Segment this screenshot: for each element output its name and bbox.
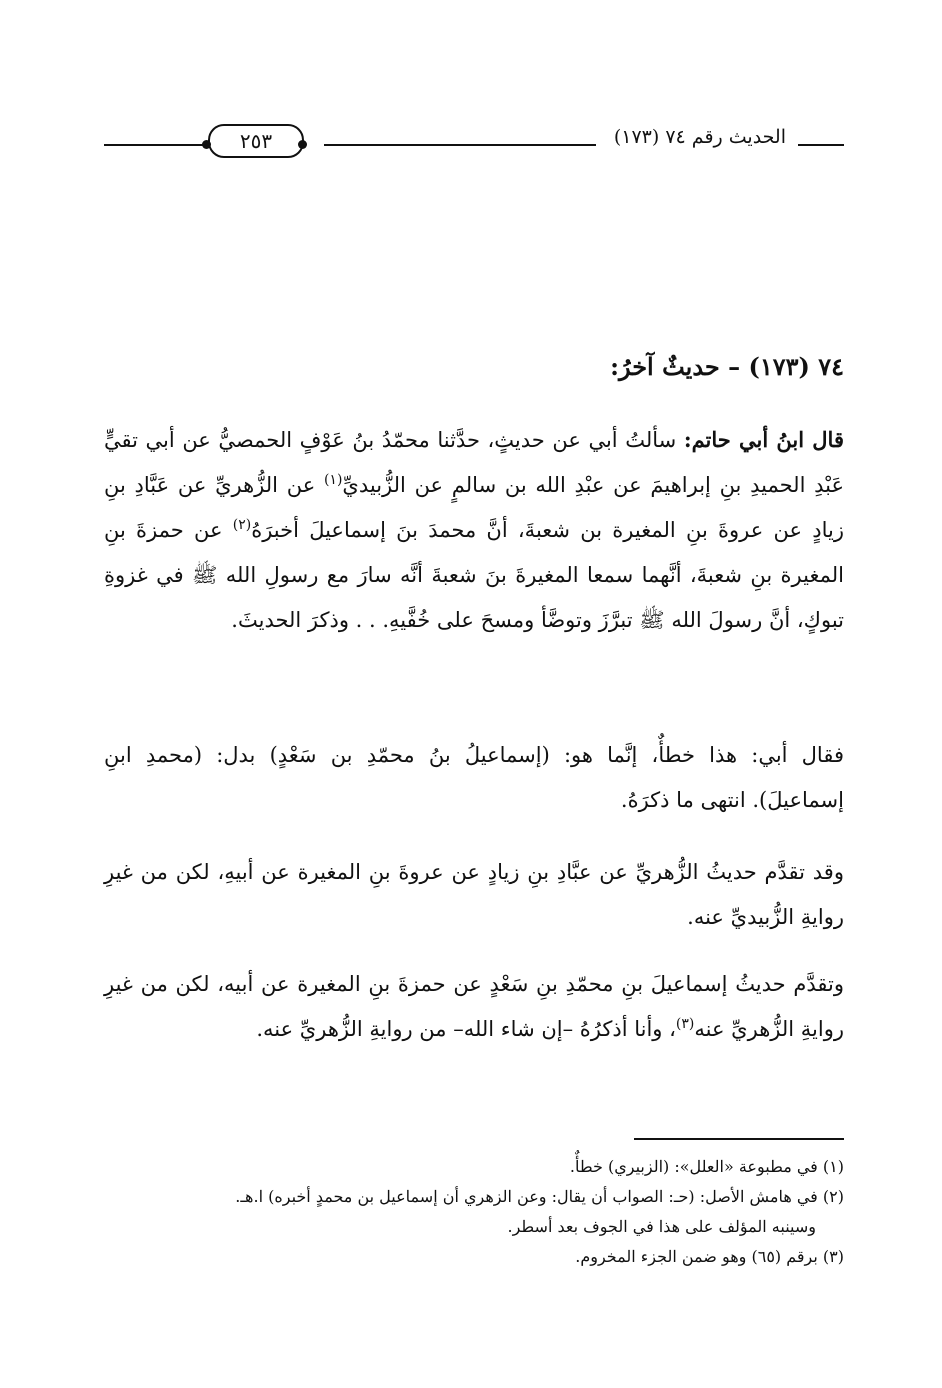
- header-rule-right: [798, 144, 844, 146]
- paragraph-4-text-a: وتقدَّم حديثُ إسماعيلَ بنِ محمّدِ بنِ سَعْدٍ عن حمزةَ بنِ المغيرة عن أبيه، لكن من غيرِ روايةِ الزُّهريِّ عنه: [104, 972, 844, 1041]
- running-header: [104, 118, 844, 168]
- paragraph-2: فقال أبي: هذا خطأٌ، إنَّما هو: (إسماعيلُ بنُ محمّدِ بن سَعْدٍ) بدل: (محمدِ ابنِ إسماعيلَ). انتهى ما ذكرَهُ.: [104, 743, 844, 812]
- hadith-heading: ٧٤ (١٧٣) – حديثٌ آخرُ:: [610, 352, 844, 381]
- paragraph-1-text-b: عن الزُّهريِّ عن عَبَّادِ بنِ زيادٍ عن عروةَ بنِ المغيرة بن شعبةَ، أنَّ محمدَ بنَ إسماعيلَ أخبرَهُ: [104, 473, 844, 542]
- paragraph-3: وقد تقدَّم حديثُ الزُّهريِّ عن عبَّادِ بنِ زيادٍ عن عروةَ بنِ المغيرة عن أبيهِ، لكن من غيرِ روايةِ الزُّبيديِّ عنه.: [104, 860, 844, 929]
- paragraph-4-text-b: ، وأنا أذكرُهُ –إن شاء الله– من روايةِ الزُّهريِّ عنه.: [256, 1017, 676, 1041]
- header-rule-middle: [324, 144, 596, 146]
- footnote-3: (٣) برقم (٦٥) وهو ضمن الجزء المخروم.: [575, 1247, 844, 1266]
- page-number: ٢٥٣: [208, 124, 304, 158]
- footnote-ref-1: (١): [323, 472, 343, 488]
- paragraph-1-text-a: سألتُ أبي عن حديثٍ، حدَّثنا محمّدُ بنُ عَوْفٍ الحمصيُّ عن أبي تقيٍّ عَبْدِ الحميدِ بنِ إبراهيمَ عن عبْدِ الله بن سالمٍ عن الزُّبيديِّ: [104, 428, 844, 497]
- footnote-separator: [634, 1138, 844, 1140]
- footnote-1: (١) في مطبوعة «العلل»: (الزبيري) خطأٌ.: [569, 1157, 844, 1176]
- paragraph-1-lead: قال ابنُ أبي حاتم:: [683, 427, 844, 452]
- footnote-ref-3: (٣): [675, 1016, 695, 1032]
- header-rule-left: [104, 144, 204, 146]
- footnote-2: (٢) في هامش الأصل: (حـ: الصواب أن يقال: وعن الزهري أن إسماعيل بن محمدٍ أخبره) ا.هـ.: [235, 1187, 844, 1206]
- paragraph-4: [104, 962, 844, 1052]
- paragraph-1-text-c: عن حمزةَ بنِ المغيرة بنِ شعبةَ، أنَّهما سمعا المغيرةَ بنَ شعبةَ أنَّه سارَ مع رسولِ الله ﷺ في غزوةِ تبوكٍ، أنَّ رسولَ الله ﷺ تبرَّزَ وتوضَّأ ومسحَ على خُفَّيهِ. . . وذكرَ الحديثَ.: [104, 518, 844, 632]
- footnote-2-continuation: وسينبه المؤلف على هذا في الجوف بعد أسطر.: [507, 1217, 816, 1236]
- paragraph-1: [104, 417, 844, 643]
- footnotes: [104, 1152, 844, 1272]
- running-title: الحديث رقم ٧٤ (١٧٣): [613, 126, 786, 148]
- footnote-ref-2: (٢): [232, 517, 252, 533]
